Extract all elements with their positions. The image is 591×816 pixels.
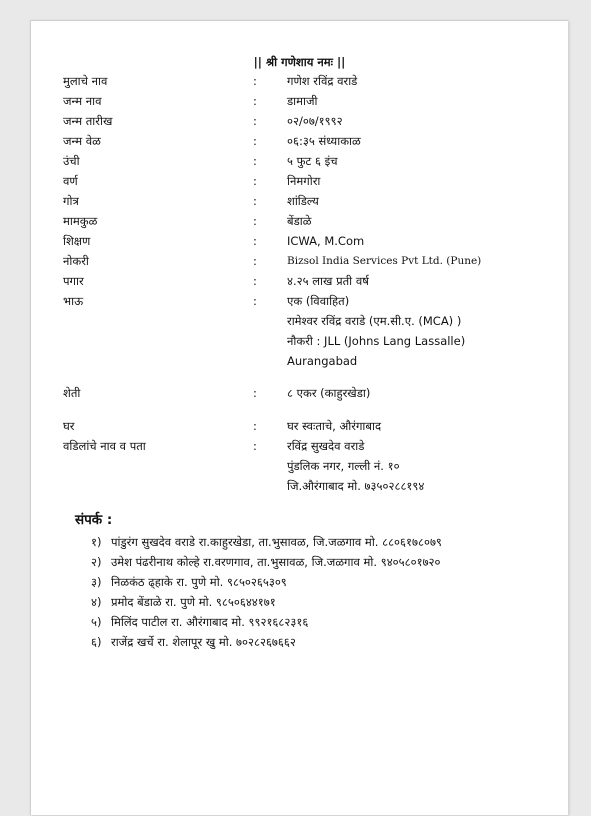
field-colon: : (253, 274, 257, 288)
contact-number: ५) (91, 615, 102, 629)
contact-number: १) (91, 535, 102, 549)
field-label: भाऊ (63, 294, 84, 308)
field-value: ICWA, M.Com (287, 234, 365, 248)
biodata-page (30, 20, 568, 815)
field-colon: : (253, 74, 257, 88)
field-colon: : (253, 386, 257, 400)
field-value: घर स्वःताचे, औरंगाबाद (287, 419, 382, 433)
field-label: जन्म वेळ (63, 134, 101, 148)
field-colon: : (253, 254, 257, 268)
father-address-line: जि.औरंगाबाद मो. ७३५०२८८१९४ (287, 479, 425, 493)
contact-text: निळकंठ ढ्हाके रा. पुणे मो. ९८५०२६५३०९ (111, 575, 287, 589)
field-colon: : (253, 94, 257, 108)
field-label: घर (63, 419, 75, 433)
field-label: वर्ण (63, 174, 78, 188)
page-title: || श्री गणेशाय नमः || (253, 55, 346, 69)
contact-number: ४) (91, 595, 102, 609)
field-label: शेती (63, 386, 81, 400)
field-colon: : (253, 439, 257, 453)
brother-detail-line: रामेश्वर रविंद्र वराडे (एम.सी.ए. (MCA) ) (287, 314, 462, 328)
field-colon: : (253, 419, 257, 433)
contact-text: उमेश पंढरीनाथ कोल्हे रा.वरणगाव, ता.भुसावळ, जि.जळगाव मो. ९४०५८०१७२० (111, 555, 441, 569)
field-value: रविंद्र सुखदेव वराडे (287, 439, 365, 453)
field-value: ८ एकर (काहुरखेडा) (287, 386, 371, 400)
field-value: बेंडाळे (287, 214, 312, 228)
contact-number: २) (91, 555, 102, 569)
field-value: ५ फुट ६ इंच (287, 154, 338, 168)
father-address-line: पुंडलिक नगर, गल्ली नं. १० (287, 459, 400, 473)
field-value: एक (विवाहित) (287, 294, 350, 308)
field-colon: : (253, 234, 257, 248)
contact-text: पांडुरंग सुखदेव वराडे रा.काहुरखेडा, ता.भुसावळ, जि.जळगाव मो. ८८०६१७८०७९ (111, 535, 442, 549)
field-colon: : (253, 174, 257, 188)
field-label: वडिलांचे नाव व पता (63, 439, 146, 453)
field-value: ४.२५ लाख प्रती वर्ष (287, 274, 369, 288)
contact-number: ३) (91, 575, 102, 589)
brother-detail-line: Aurangabad (287, 354, 358, 368)
field-value: शांडिल्य (287, 194, 319, 208)
contact-text: राजेंद्र खर्चे रा. शेलापूर खु मो. ७०२८२६७६६२ (111, 635, 296, 649)
field-colon: : (253, 194, 257, 208)
field-label: उंची (63, 154, 80, 168)
field-colon: : (253, 214, 257, 228)
field-colon: : (253, 294, 257, 308)
field-value: ०६:३५ संध्याकाळ (287, 134, 361, 148)
field-label: शिक्षण (63, 234, 91, 248)
field-value: ०२/०७/१९९२ (287, 114, 343, 128)
field-colon: : (253, 154, 257, 168)
field-value: निमगोरा (287, 174, 321, 188)
brother-detail-line: नौकरी : JLL (Johns Lang Lassalle) (287, 334, 466, 348)
field-label: पगार (63, 274, 84, 288)
contact-text: प्रमोद बेंडाळे रा. पुणे मो. ९८५०६४४१७१ (111, 595, 276, 609)
field-label: नोकरी (63, 254, 89, 268)
field-value: डामाजी (287, 94, 318, 108)
field-label: गोत्र (63, 194, 79, 208)
field-label: मामकुळ (63, 214, 98, 228)
field-label: जन्म नाव (63, 94, 102, 108)
field-colon: : (253, 134, 257, 148)
field-value: गणेश रविंद्र वराडे (287, 74, 358, 88)
field-label: जन्म तारीख (63, 114, 113, 128)
contact-text: मिलिंद पाटील रा. औरंगाबाद मो. ९९२१६८२३१६ (111, 615, 309, 629)
field-colon: : (253, 114, 257, 128)
contact-number: ६) (91, 635, 102, 649)
field-label: मुलाचे नाव (63, 74, 108, 88)
contact-heading: संपर्क : (75, 512, 113, 528)
field-value: Bizsol India Services Pvt Ltd. (Pune) (287, 255, 482, 267)
